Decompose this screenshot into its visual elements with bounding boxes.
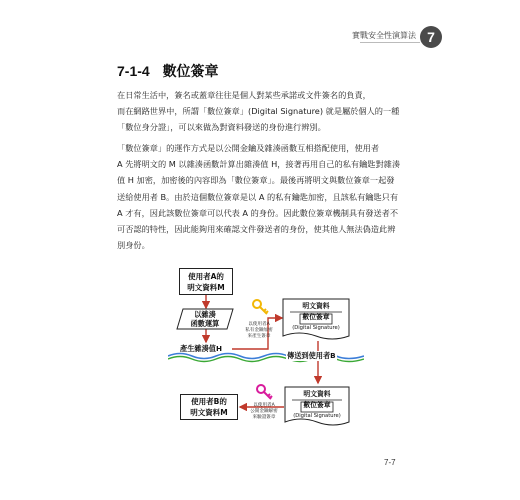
note-line: 公開金鑰解密 xyxy=(250,409,278,415)
hash-box-label xyxy=(176,308,234,330)
paragraph-line: 值 H 加密，加密後的內容即為「數位簽章」。最後再將明文與數位簽章一起發 xyxy=(117,175,395,186)
paragraph-line: A 才有，因此該數位簽章可以代表 A 的身份。因此數位簽章機制具有發送者不 xyxy=(117,207,399,218)
note-line: 來驗證簽章 xyxy=(252,415,276,421)
signed-document-bottom xyxy=(284,386,350,428)
chapter-badge: 7 xyxy=(420,26,442,48)
header-rule xyxy=(360,42,420,43)
user-b-box-line: 明文資料M xyxy=(190,408,228,417)
hash-box-line: 以雜湊 xyxy=(194,309,216,319)
paragraph-line: A 先將明文的 M 以雜湊函數計算出雜湊值 H，接著再用自己的私有鑰匙對雜湊 xyxy=(117,159,401,170)
document-line: 明文資料 xyxy=(302,302,330,310)
paragraph-line: 在日常生活中，簽名或蓋章往往是個人對某些承諾或文件簽名的負責， xyxy=(117,90,371,100)
hash-function-box xyxy=(176,308,234,330)
paragraph-line: 「數位簽章」的運作方式是以公開金鑰及雜湊函數互相搭配使用，使用者 xyxy=(117,143,380,153)
user-b-box-line: 使用者B的 xyxy=(191,397,227,406)
document-line: (Digital Signature) xyxy=(292,325,340,331)
paragraph-line: 送給使用者 B。由於這個數位簽章是以 A 的私有鑰匙加密，且該私有鑰匙只有 xyxy=(117,191,399,202)
document-line: 數位簽章 xyxy=(302,313,330,321)
hash-value-label: 產生雜湊值H xyxy=(180,344,222,353)
paragraph-line: 別身份。 xyxy=(117,240,150,251)
document-line: 數位簽章 xyxy=(303,401,331,409)
running-header-title: 實戰安全性演算法 xyxy=(352,31,416,40)
note-line: 以使用者A xyxy=(248,322,270,327)
public-key-note xyxy=(244,403,284,422)
private-key-note xyxy=(234,322,284,341)
key-icon xyxy=(253,300,268,314)
key-icon xyxy=(257,385,272,399)
user-b-plaintext-box xyxy=(180,394,238,420)
transfer-label: 傳送到使用者B xyxy=(287,351,336,360)
section-number: 7-1-4 xyxy=(117,63,150,79)
page-number: 7-7 xyxy=(384,458,396,467)
paragraph-line: 而在網路世界中，所謂「數位簽章」(Digital Signature) 就是屬於個人的一種 xyxy=(117,106,400,117)
page-header xyxy=(0,26,520,48)
paragraph-line: 可否認的特性，因此能夠用來確認文件發送者的身份，使其他人無法偽造此辨 xyxy=(117,224,396,235)
note-line: 來產生簽章 xyxy=(247,334,271,340)
section-title: 數位簽章 xyxy=(162,64,219,80)
note-line: 私有金鑰加密 xyxy=(245,328,273,334)
hash-box-line: 函數運算 xyxy=(190,319,220,328)
signed-document-top xyxy=(282,298,350,342)
paragraph-mechanism xyxy=(117,140,411,253)
digital-signature-diagram xyxy=(168,258,364,438)
user-a-box-line: 明文資料M xyxy=(187,282,225,292)
document-line: 明文資料 xyxy=(303,390,331,398)
document-line: (Digital Signature) xyxy=(293,413,341,419)
user-a-plaintext-box xyxy=(179,268,233,295)
section-heading xyxy=(117,61,219,81)
paragraph-line: 「數位身分證」，可以來做為對資料發送的身份進行辨別。 xyxy=(117,122,326,133)
paragraph-intro xyxy=(117,87,411,136)
note-line: 以使用者A xyxy=(253,403,275,408)
user-a-box-line: 使用者A的 xyxy=(188,271,224,281)
